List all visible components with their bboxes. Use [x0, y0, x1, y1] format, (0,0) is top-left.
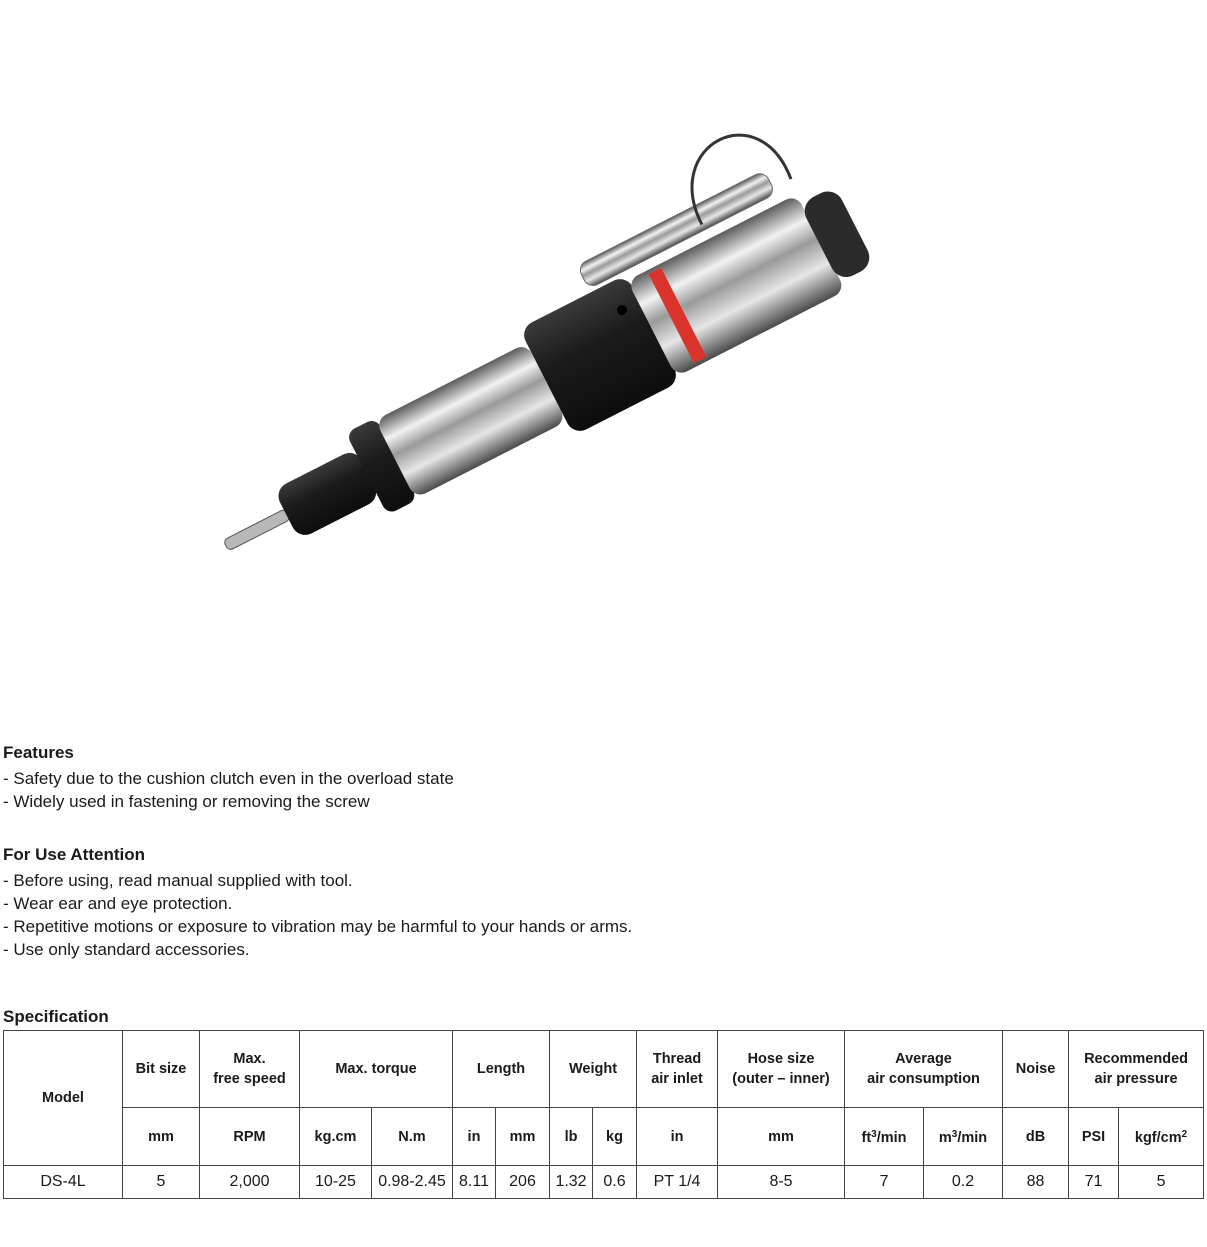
- unit-torque-kgcm: kg.cm: [300, 1108, 372, 1166]
- unit-kgf: [1119, 1108, 1204, 1166]
- header-avg-air: [845, 1031, 1003, 1108]
- list-item: - Use only standard accessories.: [3, 940, 250, 959]
- unit-thread: in: [637, 1108, 718, 1166]
- header-line: free speed: [213, 1071, 286, 1087]
- unit-torque-nm: N.m: [372, 1108, 453, 1166]
- header-line: air inlet: [651, 1071, 703, 1087]
- header-line: Max.: [233, 1051, 266, 1067]
- cell-air-m3: 0.2: [924, 1166, 1003, 1199]
- cell-bit-size: 5: [123, 1166, 200, 1199]
- cell-air-ft3: 7: [845, 1166, 924, 1199]
- front-body: [375, 343, 566, 499]
- list-item: - Repetitive motions or exposure to vibration may be harmful to your hands or arms.: [3, 917, 633, 936]
- header-max-speed: [200, 1031, 300, 1108]
- features-list: [3, 767, 454, 813]
- list-item: - Before using, read manual supplied with tool.: [3, 871, 353, 890]
- bit-tip: [223, 509, 291, 551]
- unit-tail: /min: [876, 1130, 907, 1146]
- cell-length-in: 8.11: [453, 1166, 496, 1199]
- cell-torque-kgcm: 10-25: [300, 1166, 372, 1199]
- unit-exponent: 2: [1181, 1129, 1188, 1140]
- cell-noise: 88: [1003, 1166, 1069, 1199]
- header-length: Length: [453, 1031, 550, 1108]
- header-line: air consumption: [867, 1071, 980, 1087]
- header-line: air pressure: [1094, 1071, 1178, 1087]
- cell-weight-kg: 0.6: [593, 1166, 637, 1199]
- cell-model: DS-4L: [4, 1166, 123, 1199]
- attention-list: [3, 869, 632, 961]
- unit-base: m: [938, 1130, 952, 1146]
- product-image: [170, 120, 1030, 590]
- header-max-torque: Max. torque: [300, 1031, 453, 1108]
- header-line: Average: [895, 1051, 952, 1067]
- unit-bit-size: mm: [123, 1108, 200, 1166]
- unit-base: kgf/cm: [1134, 1130, 1182, 1146]
- unit-air-ft3: [845, 1108, 924, 1166]
- list-item: - Widely used in fastening or removing the screw: [3, 792, 370, 811]
- cell-thread: PT 1/4: [637, 1166, 718, 1199]
- header-thread: [637, 1031, 718, 1108]
- spec-table: [3, 1030, 1204, 1199]
- cell-psi: 71: [1069, 1166, 1119, 1199]
- cell-speed: 2,000: [200, 1166, 300, 1199]
- list-item: - Wear ear and eye protection.: [3, 894, 233, 913]
- header-rec-air: [1069, 1031, 1204, 1108]
- cell-kgf: 5: [1119, 1166, 1204, 1199]
- unit-exponent: 3: [951, 1129, 958, 1140]
- unit-exponent: 3: [871, 1129, 877, 1140]
- header-model: Model: [4, 1031, 123, 1166]
- cell-hose: 8-5: [718, 1166, 845, 1199]
- unit-base: ft: [861, 1130, 872, 1146]
- table-row: [4, 1166, 1204, 1199]
- attention-title: For Use Attention: [3, 845, 145, 864]
- unit-weight-kg: kg: [593, 1108, 637, 1166]
- spec-title: Specification: [3, 1007, 109, 1026]
- unit-length-in: in: [453, 1108, 496, 1166]
- unit-tail: /min: [957, 1130, 988, 1146]
- unit-hose: mm: [718, 1108, 845, 1166]
- unit-length-mm: mm: [496, 1108, 550, 1166]
- unit-noise: dB: [1003, 1108, 1069, 1166]
- header-hose-size: [718, 1031, 845, 1108]
- header-weight: Weight: [550, 1031, 637, 1108]
- header-line: (outer – inner): [732, 1071, 830, 1087]
- header-bit-size: Bit size: [123, 1031, 200, 1108]
- unit-air-m3: [924, 1108, 1003, 1166]
- cell-weight-lb: 1.32: [550, 1166, 593, 1199]
- cell-torque-nm: 0.98-2.45: [372, 1166, 453, 1199]
- list-item: - Safety due to the cushion clutch even in the overload state: [3, 769, 454, 788]
- header-noise: Noise: [1003, 1031, 1069, 1108]
- unit-psi: PSI: [1069, 1108, 1119, 1166]
- cell-length-mm: 206: [496, 1166, 550, 1199]
- features-title: Features: [3, 743, 74, 762]
- header-line: Hose size: [747, 1051, 815, 1067]
- unit-weight-lb: lb: [550, 1108, 593, 1166]
- header-line: Thread: [652, 1051, 702, 1067]
- header-line: Recommended: [1084, 1051, 1189, 1067]
- unit-speed: RPM: [200, 1108, 300, 1166]
